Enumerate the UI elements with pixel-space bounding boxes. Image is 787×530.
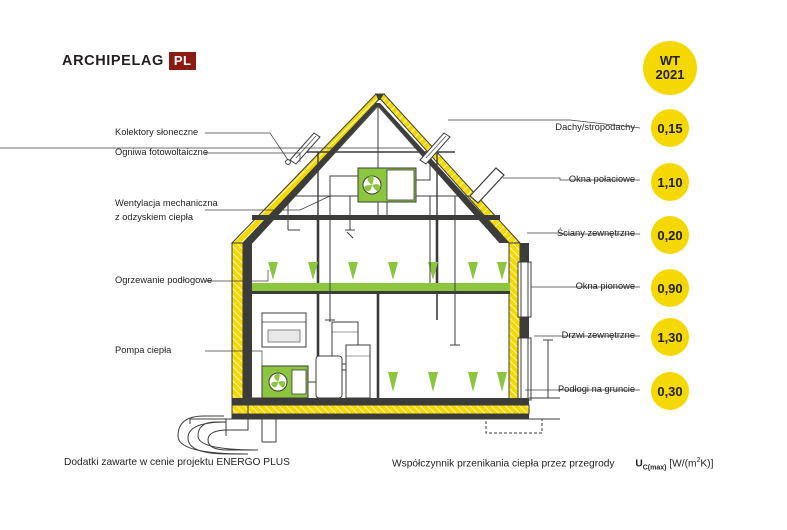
footer-u-subscript: C(max)	[642, 464, 667, 472]
footer-right-text: Współczynnik przenikania ciepła przez przegrody	[392, 458, 615, 470]
label-photovoltaics: Ogniwa fotowoltaiczne	[115, 147, 209, 157]
exterior-wall-left	[232, 243, 252, 419]
label-underfloor-heating: Ogrzewanie podłogowe	[115, 275, 213, 285]
footer-left-caption: Dodatki zawarte w cenie projektu ENERGO PLUS	[64, 457, 290, 468]
standard-badge-line2: 2021	[655, 67, 685, 82]
footer-units-post: K)]	[700, 458, 714, 470]
footer-right-caption	[392, 457, 713, 471]
label-ground-floors: Podłogi na gruncie	[557, 384, 635, 394]
brand-name: ARCHIPELAG	[62, 53, 164, 69]
label-mechanical-ventilation-line1: Wentylacja mechaniczna	[115, 198, 218, 208]
label-external-walls: Ściany zewnętrzne	[556, 228, 635, 238]
label-mechanical-ventilation-line2: z odzyskiem ciepła	[115, 212, 194, 222]
label-external-doors: Drzwi zewnętrzne	[561, 330, 635, 340]
standard-badge	[643, 41, 697, 95]
value-roof-windows: 1,10	[651, 163, 689, 201]
footer-units-pre: [W/(m	[666, 458, 697, 470]
label-heat-pump: Pompa ciepła	[115, 345, 172, 355]
label-vertical-windows: Okna pionowe	[575, 281, 635, 291]
footer-units-exponent: 2	[696, 457, 701, 464]
underfloor-heating-arrows-upper	[268, 262, 507, 280]
footer-u-symbol: U	[635, 458, 643, 470]
heat-recovery-ventilation-unit	[330, 152, 430, 215]
value-external-doors: 1,30	[651, 318, 689, 356]
value-vertical-windows: 0,90	[651, 269, 689, 307]
label-roofs: Dachy/stropodachy	[555, 122, 635, 132]
standard-badge-line1: WT	[659, 53, 681, 68]
label-roof-windows: Okna połaciowe	[568, 174, 635, 184]
ground-floor-slab	[190, 398, 560, 419]
value-external-walls: 0,20	[651, 216, 689, 254]
label-solar-collectors: Kolektory słoneczne	[115, 127, 199, 137]
technical-room	[262, 312, 370, 398]
value-ground-floors: 0,30	[651, 372, 689, 410]
brand-country-tag: PL	[169, 52, 196, 70]
terrain-line	[226, 419, 542, 442]
value-roofs: 0,15	[651, 109, 689, 147]
